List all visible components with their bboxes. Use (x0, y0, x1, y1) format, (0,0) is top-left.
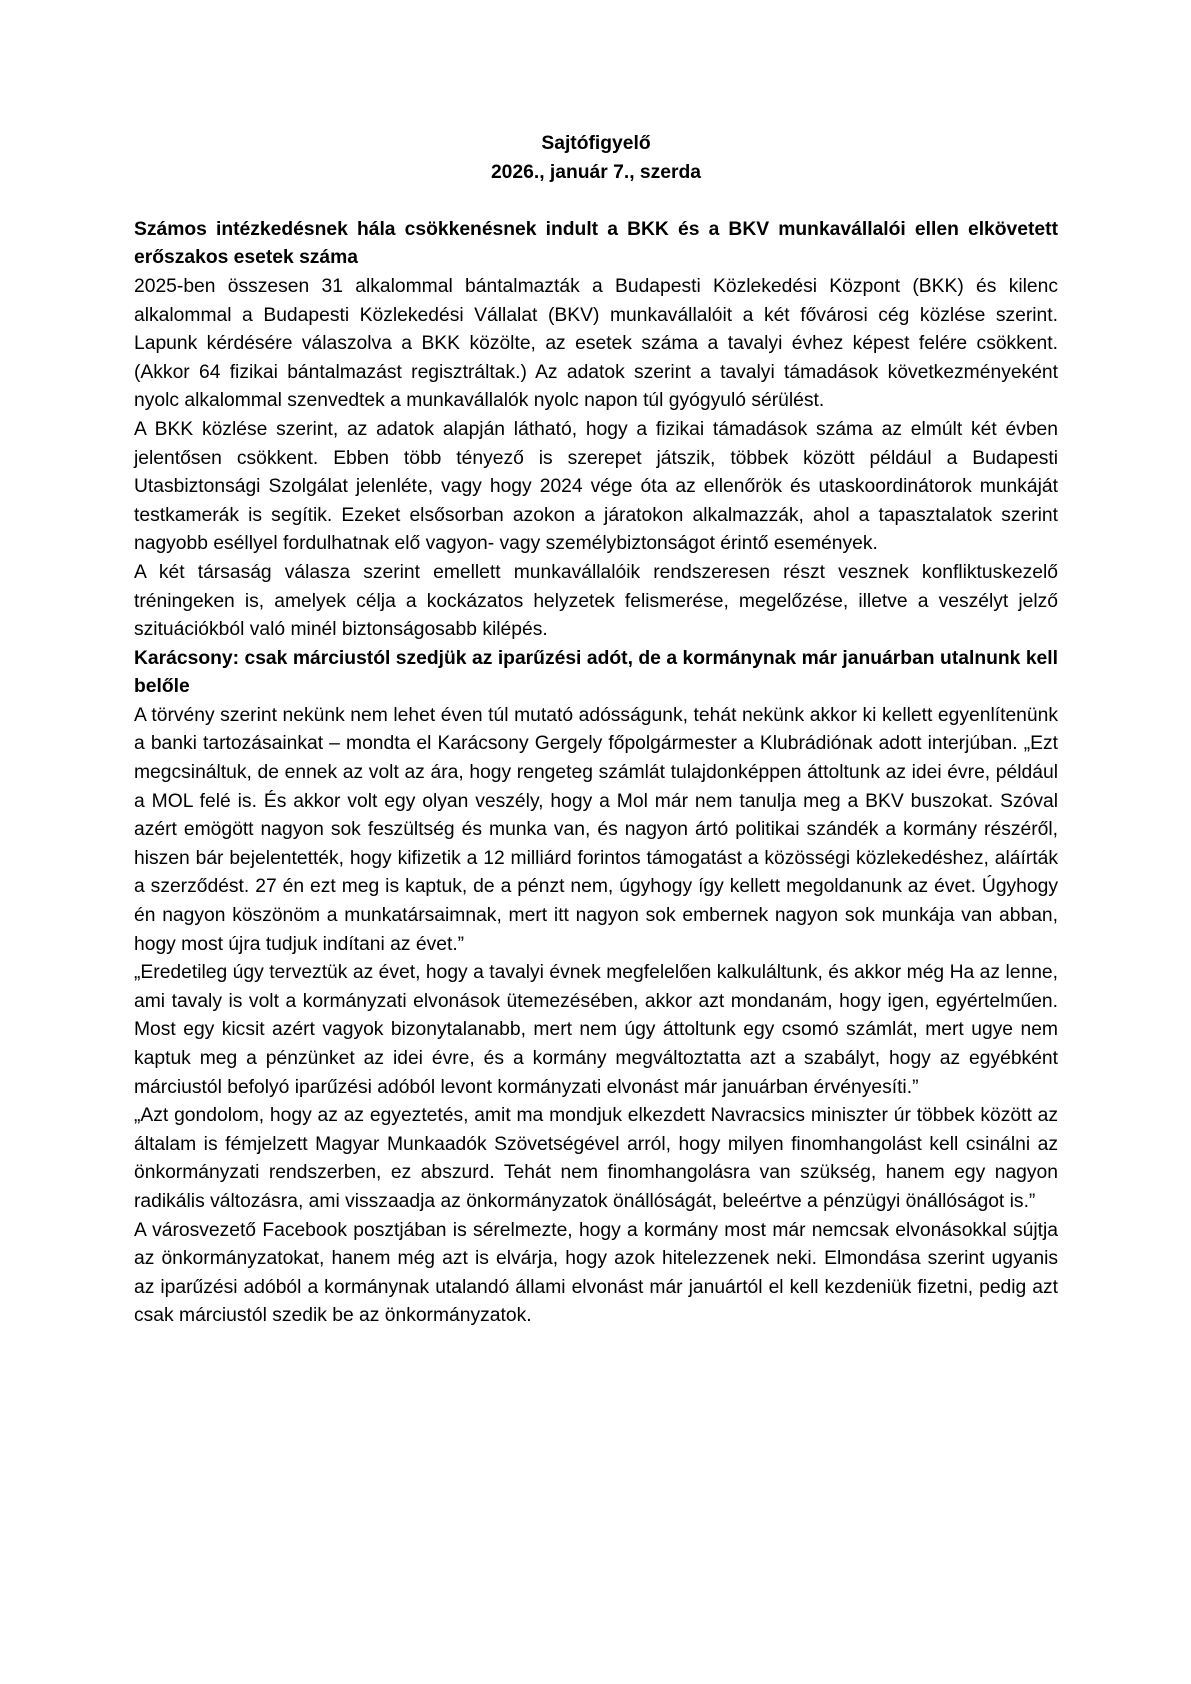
article-1-paragraph-1: 2025-ben összesen 31 alkalommal bántalmazták a Budapesti Közlekedési Központ (BKK) és kilenc alkalommal a Budapesti Közlekedési Vállalat (BKV) munkavállalóit a két fővárosi cég közlése szerint. Lapunk kérdésére válaszolva a BKK közölte, az esetek száma a tavalyi évhez képest felére csökkent. (Akkor 64 fizikai bántalmazást regisztráltak.) Az adatok szerint a tavalyi támadások következményeként nyolc alkalommal szenvedtek a munkavállalók nyolc napon túl gyógyuló sérülést. (134, 275, 1058, 412)
document-date: 2026., január 7., szerda (490, 161, 702, 183)
article-1-paragraph-2: A BKK közlése szerint, az adatok alapján látható, hogy a fizikai támadások száma az elmúlt két évben jelentősen csökkent. Ebben több tényező is szerepet játszik, többek között például a Budapesti Utasbiztonsági Szolgálat jelenléte, vagy hogy 2024 vége óta az ellenőrök és utaskoordinátorok munkáját testkamerák is segítik. Ezeket elsősorban azokon a járatokon alkalmazzák, ahol a tapasztalatok szerint nagyobb eséllyel fordulhatnak elő vagyon- vagy személybiztonságot érintő események. (134, 418, 1058, 555)
article-2-paragraph-2: „Eredetileg úgy terveztük az évet, hogy a tavalyi évnek megfelelően kalkuláltunk, és akkor még Ha az lenne, ami tavaly is volt a kormányzati elvonások ütemezésében, akkor azt mondanám, hogy igen, egyértelműen. Most egy kicsit azért vagyok bizonytalanabb, mert nem úgy áttoltunk egy csomó számlát, mert ugye nem kaptuk meg a pénzünket az idei évre, és a kormány megváltoztatta azt a szabályt, hogy az egyébként márciustól befolyó iparűzési adóból levont kormányzati elvonást már januárban érvényesíti.” (134, 962, 1058, 1098)
document-title: Sajtófigyelő (541, 133, 651, 154)
article-2-paragraph-3: „Azt gondolom, hogy az az egyeztetés, amit ma mondjuk elkezdett Navracsics miniszter úr többek között az általam is fémjelzett Magyar Munkaadók Szövetségével arról, hogy milyen finomhangolást kell csinálni az önkormányzati rendszerben, ez abszurd. Tehát nem finomhangolásra van szükség, hanem egy nagyon radikális változásra, ami visszaadja az önkormányzatok önállóságát, beleértve a pénzügyi önállóságot is.” (134, 1105, 1058, 1212)
article-2-headline: Karácsony: csak márciustól szedjük az iparűzési adót, de a kormánynak már januárban utalnunk kell belőle (134, 647, 1058, 698)
article-2-paragraph-1: A törvény szerint nekünk nem lehet éven túl mutató adósságunk, tehát nekünk akkor ki kellett egyenlítenünk a banki tartozásainkat – mondta el Karácsony Gergely főpolgármester a Klubrádiónak adott interjúban. „Ezt megcsináltuk, de ennek az volt az ára, hogy rengeteg számlát tulajdonképpen áttoltunk az idei évre, például a MOL felé is. És akkor volt egy olyan veszély, hogy a Mol már nem tanulja meg a BKV buszokat. Szóval azért emögött nagyon sok feszültség és munka van, és nagyon ártó politikai szándék a kormány részéről, hiszen bár bejelentették, hogy kifizetik a 12 milliárd forintos támogatást a közösségi közlekedéshez, aláírták a szerződést. 27 én ezt meg is kaptuk, de a pénzt nem, úgyhogy így kellett megoldanunk az évet. Úgyhogy én nagyon köszönöm a munkatársaimnak, mert itt nagyon sok embernek nagyon sok munkája van abban, hogy most újra tudjuk indítani az évet.” (134, 704, 1058, 955)
article-1-headline: Számos intézkedésnek hála csökkenésnek indult a BKK és a BKV munkavállalói ellen elkövetett erőszakos esetek száma (134, 218, 1058, 269)
article-1-paragraph-3: A két társaság válasza szerint emellett munkavállalóik rendszeresen részt vesznek konfliktuskezelő tréningeken is, amelyek célja a kockázatos helyzetek felismerése, megelőzése, illetve a veszélyt jelző szituációkból való minél biztonságosabb kilépés. (134, 561, 1058, 641)
article-bkk-bkv (134, 216, 1058, 645)
article-2-paragraph-4: A városvezető Facebook posztjában is sérelmezte, hogy a kormány most már nemcsak elvonásokkal sújtja az önkormányzatokat, hanem még azt is elvárja, hogy azok hitelezzenek neki. Elmondása szerint ugyanis az iparűzési adóból a kormánynak utalandó állami elvonást már januártól el kell kezdeniük fizetni, pedig azt csak márciustól szedik be az önkormányzatok. (134, 1219, 1058, 1327)
blank-line (134, 187, 1058, 216)
article-karacsony (134, 645, 1058, 1331)
